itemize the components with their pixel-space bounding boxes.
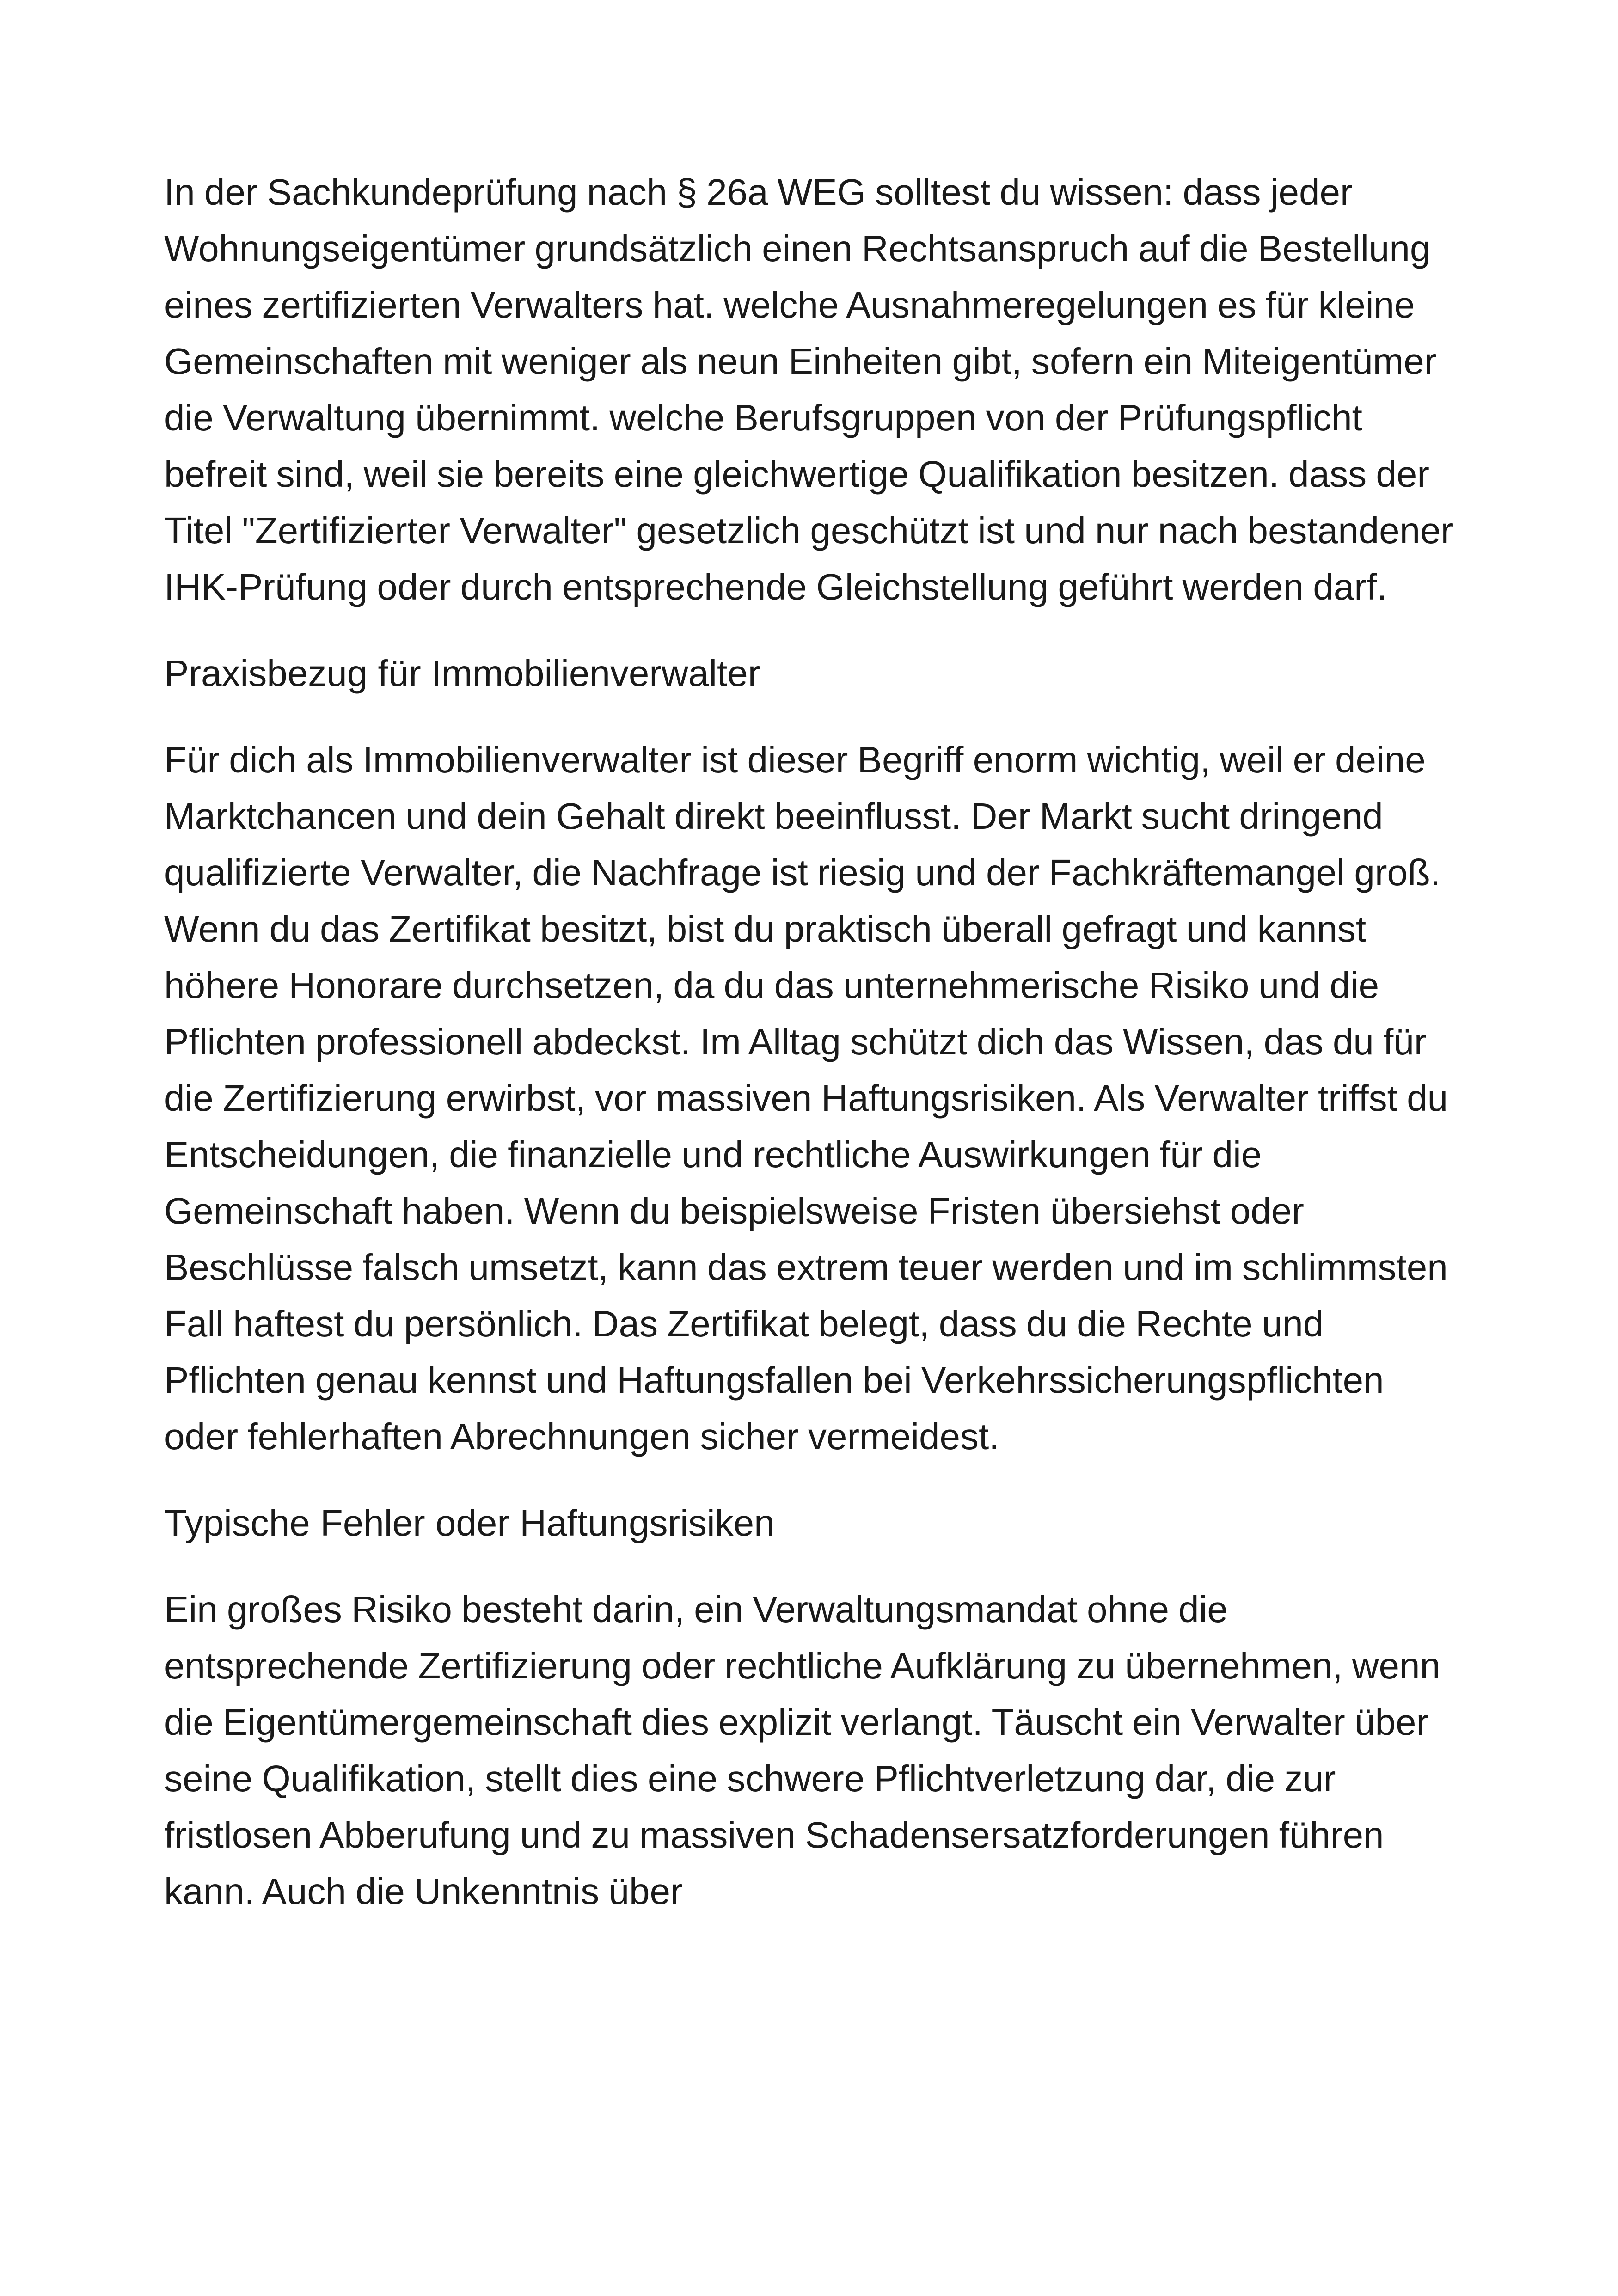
spacer	[164, 702, 1459, 732]
paragraph-typical-errors: Ein großes Risiko besteht darin, ein Verwaltungsmandat ohne die entsprechende Zertifizierung oder rechtliche Aufklärung zu übernehmen, wenn die Eigentümergemeinschaft dies explizit verlangt. Täuscht ein Verwalter über seine Qualifikation, stellt dies eine schwere Pflichtverletzung dar, die zur fristlosen Abberufung und zu massiven Schadensersatzforderungen führen kann. Auch die Unkenntnis über	[164, 1589, 1440, 1912]
spacer	[164, 1465, 1459, 1495]
paragraph-exam-knowledge: In der Sachkundeprüfung nach § 26a WEG solltest du wissen: dass jeder Wohnungseigentümer grundsätzlich einen Rechtsanspruch auf die Bestellung eines zertifizierten Verwalters hat. welche Ausnahmeregelungen es für kleine Gemeinschaften mit weniger als neun Einheiten gibt, sofern ein Miteigentümer die Verwaltung übernimmt. welche Berufsgruppen von der Prüfungspflicht befreit sind, weil sie bereits eine gleichwertige Qualifikation besitzen. dass der Titel "Zertifizierter Verwalter" gesetzlich geschützt ist und nur nach bestandener IHK-Prüfung oder durch entsprechende Gleichstellung geführt werden darf.	[164, 171, 1453, 607]
spacer	[164, 615, 1459, 645]
paragraph-practice-relevance: Für dich als Immobilienverwalter ist dieser Begriff enorm wichtig, weil er deine Marktchancen und dein Gehalt direkt beeinflusst. Der Markt sucht dringend qualifizierte Verwalter, die Nachfrage ist riesig und der Fachkräftemangel groß. Wenn du das Zertifikat besitzt, bist du praktisch überall gefragt und kannst höhere Honorare durchsetzen, da du das unternehmerische Risiko und die Pflichten professionell abdeckst. Im Alltag schützt dich das Wissen, das du für die Zertifizierung erwirbst, vor massiven Haftungsrisiken. Als Verwalter triffst du Entscheidungen, die finanzielle und rechtliche Auswirkungen für die Gemeinschaft haben. Wenn du beispielsweise Fristen übersiehst oder Beschlüsse falsch umsetzt, kann das extrem teuer werden und im schlimmsten Fall haftest du persönlich. Das Zertifikat belegt, dass du die Rechte und Pflichten genau kennst und Haftungsfallen bei Verkehrssicherungspflichten oder fehlerhaften Abrechnungen sicher vermeidest.	[164, 739, 1448, 1457]
heading-practice-relevance: Praxisbezug für Immobilienverwalter	[164, 653, 760, 694]
heading-typical-errors: Typische Fehler oder Haftungsrisiken	[164, 1502, 775, 1543]
document-page	[164, 164, 1459, 1920]
spacer	[164, 1551, 1459, 1581]
